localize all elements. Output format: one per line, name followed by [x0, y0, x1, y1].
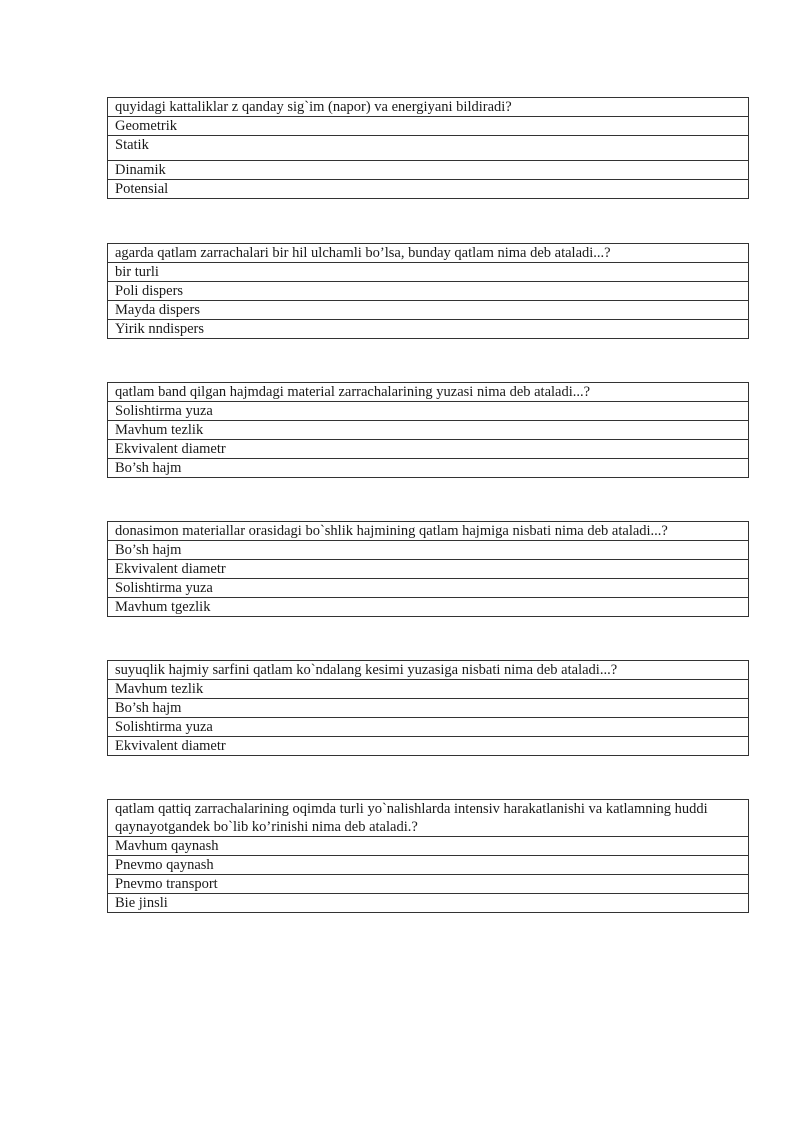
- question-text: suyuqlik hajmiy sarfini qatlam ko`ndalang kesimi yuzasiga nisbati nima deb ataladi...?: [108, 661, 749, 680]
- question-table-3: [107, 382, 749, 478]
- answer-option: Mavhum qaynash: [108, 837, 749, 856]
- question-text: qatlam band qilgan hajmdagi material zarrachalarining yuzasi nima deb ataladi...?: [108, 383, 749, 402]
- answer-option: Geometrik: [108, 117, 749, 136]
- answer-option: Potensial: [108, 180, 749, 199]
- question-text: agarda qatlam zarrachalari bir hil ulchamli bo’lsa, bunday qatlam nima deb ataladi...?: [108, 244, 749, 263]
- answer-option: Solishtirma yuza: [108, 579, 749, 598]
- question-text: quyidagi kattaliklar z qanday sig`im (napor) va energiyani bildiradi?: [108, 98, 749, 117]
- question-text: qatlam qattiq zarrachalarining oqimda turli yo`nalishlarda intensiv harakatlanishi va katlamning huddi qaynayotgandek bo`lib ko’rinishi nima deb ataladi.?: [108, 800, 749, 837]
- answer-option: Pnevmo qaynash: [108, 856, 749, 875]
- question-table-1: [107, 97, 749, 199]
- answer-option: Bo’sh hajm: [108, 459, 749, 478]
- answer-option: Mavhum tezlik: [108, 680, 749, 699]
- answer-option: Mavhum tgezlik: [108, 598, 749, 617]
- answer-option: Pnevmo transport: [108, 875, 749, 894]
- answer-option: Mayda dispers: [108, 301, 749, 320]
- answer-option: Bo’sh hajm: [108, 699, 749, 718]
- answer-option: Mavhum tezlik: [108, 421, 749, 440]
- answer-option: Statik: [108, 136, 749, 161]
- question-table-4: [107, 521, 749, 617]
- question-table-5: [107, 660, 749, 756]
- answer-option: bir turli: [108, 263, 749, 282]
- answer-option: Ekvivalent diametr: [108, 440, 749, 459]
- answer-option: Solishtirma yuza: [108, 718, 749, 737]
- question-text: donasimon materiallar orasidagi bo`shlik hajmining qatlam hajmiga nisbati nima deb ataladi...?: [108, 522, 749, 541]
- answer-option: Poli dispers: [108, 282, 749, 301]
- answer-option: Dinamik: [108, 161, 749, 180]
- answer-option: Bo’sh hajm: [108, 541, 749, 560]
- answer-option: Yirik nndispers: [108, 320, 749, 339]
- answer-option: Solishtirma yuza: [108, 402, 749, 421]
- answer-option: Ekvivalent diametr: [108, 560, 749, 579]
- answer-option: Ekvivalent diametr: [108, 737, 749, 756]
- question-table-6: [107, 799, 749, 913]
- question-table-2: [107, 243, 749, 339]
- answer-option: Bie jinsli: [108, 894, 749, 913]
